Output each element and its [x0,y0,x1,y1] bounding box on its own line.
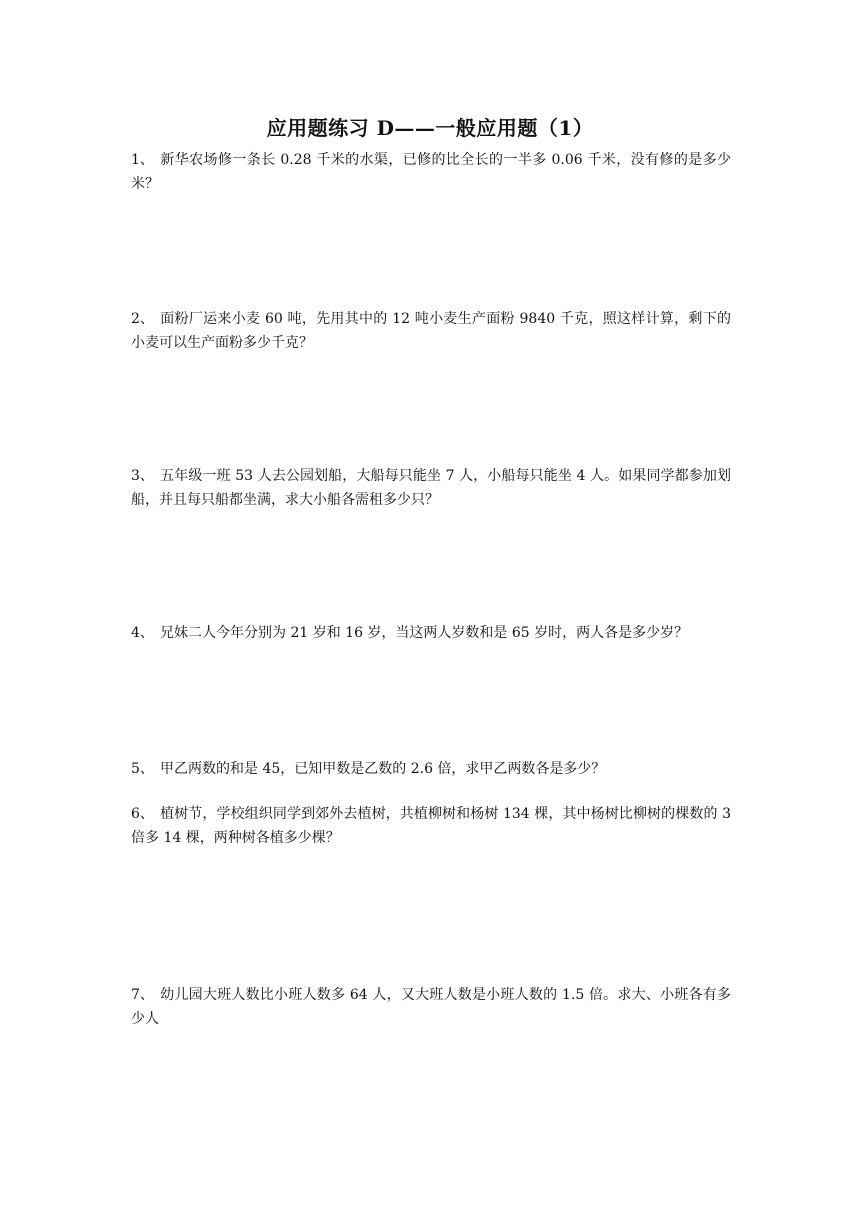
question-7 [131,983,731,1031]
page-title: 应用题练习 D——一般应用题（1） [266,116,594,140]
question-text: 兄妹二人今年分别为 21 岁和 16 岁，当这两人岁数和是 65 岁时，两人各是多少岁？ [160,625,689,641]
question-number: 2、 [131,311,154,327]
question-number: 5、 [131,761,154,777]
question-1 [131,148,731,196]
question-4 [131,621,731,645]
question-number: 3、 [131,468,154,484]
question-text: 面粉厂运来小麦 60 吨，先用其中的 12 吨小麦生产面粉 9840 千克，照这样计算，剩下的小麦可以生产面粉多少千克？ [131,311,731,351]
question-text: 幼儿园大班人数比小班人数多 64 人，又大班人数是小班人数的 1.5 倍。求大、小班各有多少人 [131,987,731,1027]
question-number: 1、 [131,152,154,168]
question-2 [131,307,731,355]
question-3 [131,464,731,512]
question-text: 五年级一班 53 人去公园划船，大船每只能坐 7 人，小船每只能坐 4 人。如果同学都参加划船，并且每只船都坐满，求大小船各需租多少只？ [131,468,731,508]
question-text: 新华农场修一条长 0.28 千米的水渠，已修的比全长的一半多 0.06 千米，没有修的是多少米？ [131,152,731,192]
question-6 [131,802,731,850]
question-text: 甲乙两数的和是 45，已知甲数是乙数的 2.6 倍，求甲乙两数各是多少？ [160,761,606,777]
question-5 [131,757,731,781]
question-text: 植树节，学校组织同学到郊外去植树，共植柳树和杨树 134 棵，其中杨树比柳树的棵数的 3 倍多 14 棵，两种树各植多少棵？ [131,806,731,846]
question-number: 6、 [131,806,154,822]
question-number: 4、 [131,625,154,641]
question-number: 7、 [131,987,154,1003]
